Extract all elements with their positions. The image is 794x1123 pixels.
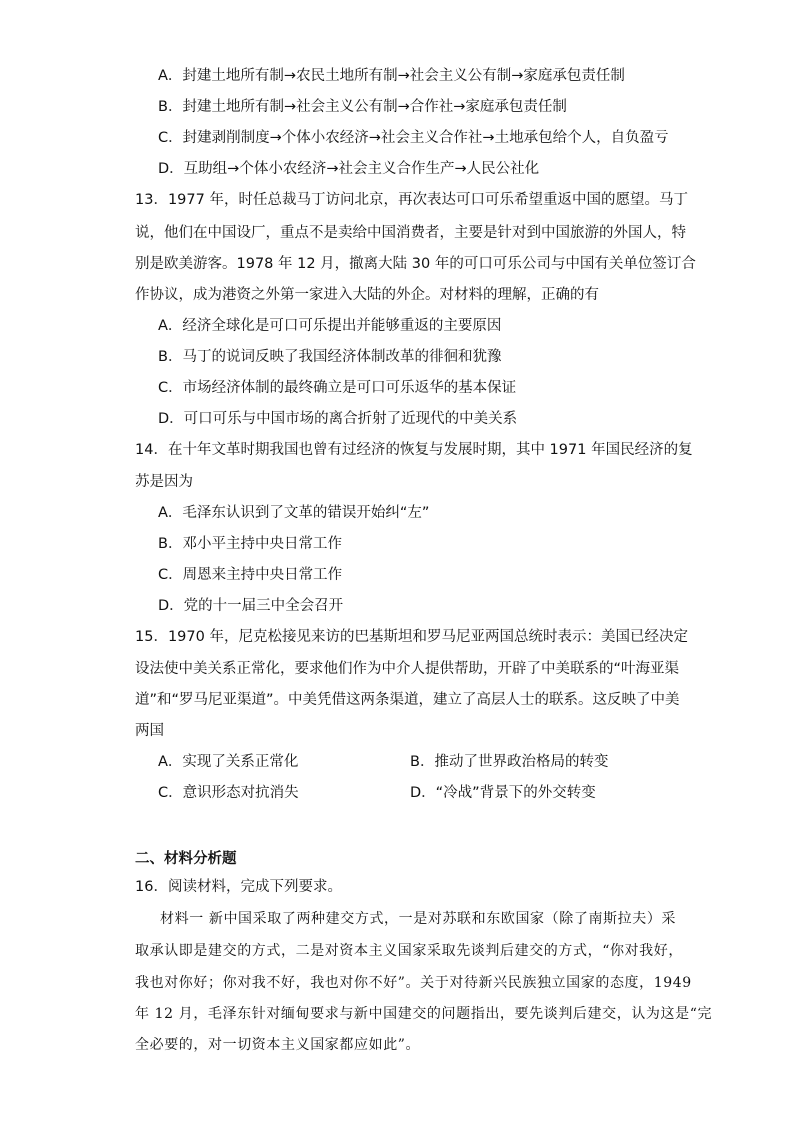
q12-option-b: B．封建土地所有制→社会主义公有制→合作社→家庭承包责任制 — [158, 99, 567, 115]
q12-option-c: C．封建剥削制度→个体小农经济→社会主义合作社→土地承包给个人，自负盈亏 — [158, 130, 669, 146]
q16-material-line: 我也对你好；你对我不好，我也对你不好”。关于对待新兴民族独立国家的态度，1949 — [135, 975, 692, 991]
q16-material-line: 全必要的，对一切资本主义国家都应如此”。 — [135, 1037, 421, 1053]
q15-option-d: D．“冷战”背景下的外交转变 — [410, 785, 596, 801]
q16-material-line: 年 12 月，毛泽东针对缅甸要求与新中国建交的问题指出，要先谈判后建交，认为这是“完 — [135, 1006, 713, 1022]
q14-option-a: A．毛泽东认识到了文革的错误开始纠“左” — [158, 505, 430, 521]
q13-stem-line: 作协议，成为港资之外第一家进入大陆的外企。对材料的理解，正确的有 — [135, 287, 599, 303]
q13-option-a: A．经济全球化是可口可乐提出并能够重返的主要原因 — [158, 318, 502, 334]
q13-option-d: D．可口可乐与中国市场的离合折射了近现代的中美关系 — [158, 411, 518, 427]
q13-stem-line: 13．1977 年，时任总裁马丁访问北京，再次表达可口可乐希望重返中国的愿望。马丁 — [135, 192, 688, 208]
q13-stem-line: 说，他们在中国设厂，重点不是卖给中国消费者，主要是针对到中国旅游的外国人，特 — [135, 225, 686, 241]
q15-stem-line: 设法使中美关系正常化，要求他们作为中介人提供帮助，开辟了中美联系的“叶海亚渠 — [135, 661, 680, 677]
q13-option-c: C．市场经济体制的最终确立是可口可乐返华的基本保证 — [158, 380, 517, 396]
q13-option-b: B．马丁的说词反映了我国经济体制改革的徘徊和犹豫 — [158, 349, 502, 365]
q12-option-a: A．封建土地所有制→农民土地所有制→社会主义公有制→家庭承包责任制 — [158, 68, 625, 84]
q15-stem-line: 两国 — [135, 723, 164, 739]
q12-option-d: D．互助组→个体小农经济→社会主义合作生产→人民公社化 — [158, 161, 540, 177]
q15-option-c: C．意识形态对抗消失 — [158, 785, 299, 801]
q15-stem-line: 15．1970 年，尼克松接见来访的巴基斯坦和罗马尼亚两国总统时表示：美国已经决定 — [135, 629, 688, 645]
q14-option-d: D．党的十一届三中全会召开 — [158, 598, 344, 614]
q15-option-a: A．实现了关系正常化 — [158, 754, 299, 770]
q15-option-b: B．推动了世界政治格局的转变 — [410, 754, 609, 770]
q13-stem-line: 别是欧美游客。1978 年 12 月，撤离大陆 30 年的可口可乐公司与中国有关单位签订合 — [135, 256, 696, 272]
q14-option-c: C．周恩来主持中央日常工作 — [158, 567, 343, 583]
q14-option-b: B．邓小平主持中央日常工作 — [158, 536, 342, 552]
q14-stem-line: 苏是因为 — [135, 474, 193, 490]
q16-stem: 16．阅读材料，完成下列要求。 — [135, 879, 342, 895]
section-title: 二、材料分析题 — [135, 851, 237, 867]
q15-stem-line: 道”和“罗马尼亚渠道”。中美凭借这两条渠道，建立了高层人士的联系。这反映了中美 — [135, 692, 680, 708]
q16-material-line: 材料一 新中国采取了两种建交方式，一是对苏联和东欧国家（除了南斯拉夫）采 — [160, 911, 677, 927]
q14-stem-line: 14．在十年文革时期我国也曾有过经济的恢复与发展时期，其中 1971 年国民经济的复 — [135, 442, 693, 458]
q16-material-line: 取承认即是建交的方式，二是对资本主义国家采取先谈判后建交的方式，“你对我好， — [135, 943, 683, 959]
